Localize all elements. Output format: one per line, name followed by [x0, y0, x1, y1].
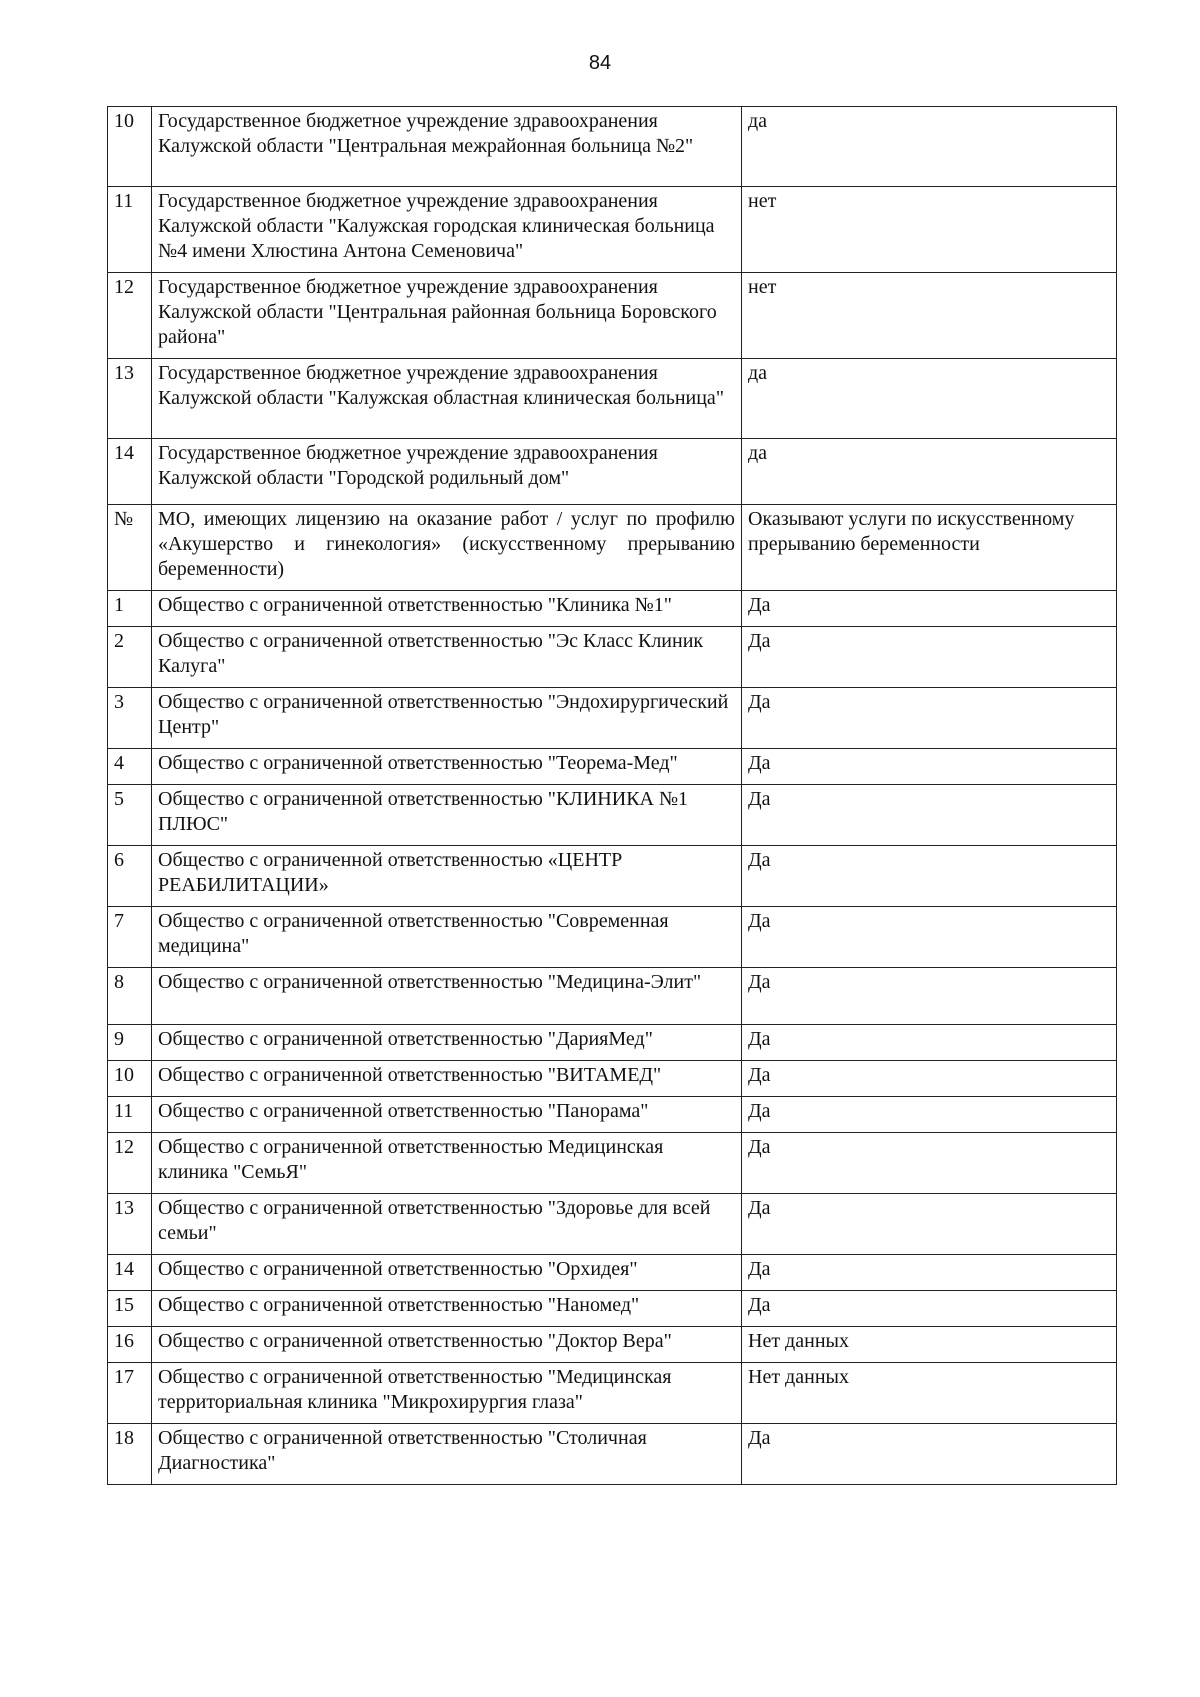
row-number: 16 — [108, 1327, 152, 1363]
service-status: Да — [742, 1097, 1117, 1133]
table-row — [108, 1363, 1117, 1424]
row-number: 11 — [108, 187, 152, 273]
service-status: нет — [742, 273, 1117, 359]
table-row — [108, 627, 1117, 688]
row-number: 10 — [108, 1061, 152, 1097]
table-body — [108, 107, 1117, 1485]
service-status: Да — [742, 627, 1117, 688]
organization-name: Государственное бюджетное учреждение здравоохранения Калужской области "Калужская городская клиническая больница №4 имени Хлюстина Антона Семеновича" — [152, 187, 742, 273]
organization-name: Государственное бюджетное учреждение здравоохранения Калужской области "Калужская областная клиническая больница" — [152, 359, 742, 439]
header-organization-name: МО, имеющих лицензию на оказание работ / услуг по профилю «Акушерство и гинекология» (искусственному прерыванию беременности) — [152, 505, 742, 591]
organization-name: Общество с ограниченной ответственностью "Эндохирургический Центр" — [152, 688, 742, 749]
row-number: 15 — [108, 1291, 152, 1327]
row-number: 4 — [108, 749, 152, 785]
medical-organizations-table — [107, 106, 1117, 1485]
organization-name: Общество с ограниченной ответственностью "ВИТАМЕД" — [152, 1061, 742, 1097]
organization-name: Общество с ограниченной ответственностью "Клиника №1" — [152, 591, 742, 627]
organization-name: Общество с ограниченной ответственностью "Орхидея" — [152, 1255, 742, 1291]
table-row — [108, 439, 1117, 505]
service-status: Да — [742, 785, 1117, 846]
organization-name: Общество с ограниченной ответственностью "Медицинская территориальная клиника "Микрохирургия глаза" — [152, 1363, 742, 1424]
service-status: Да — [742, 1133, 1117, 1194]
table-row — [108, 1424, 1117, 1485]
service-status: Да — [742, 968, 1117, 1025]
table-row — [108, 1255, 1117, 1291]
row-number: 17 — [108, 1363, 152, 1424]
row-number: 12 — [108, 273, 152, 359]
service-status: Да — [742, 688, 1117, 749]
table-row — [108, 1327, 1117, 1363]
service-status: Да — [742, 1061, 1117, 1097]
organization-name: Государственное бюджетное учреждение здравоохранения Калужской области "Городской родильный дом" — [152, 439, 742, 505]
organization-name: Общество с ограниченной ответственностью "Теорема-Мед" — [152, 749, 742, 785]
row-number: 13 — [108, 1194, 152, 1255]
table-row — [108, 1194, 1117, 1255]
row-number: 2 — [108, 627, 152, 688]
row-number: 9 — [108, 1025, 152, 1061]
table-row — [108, 1025, 1117, 1061]
table-row — [108, 1097, 1117, 1133]
organization-name: Общество с ограниченной ответственностью "Доктор Вера" — [152, 1327, 742, 1363]
table-row — [108, 846, 1117, 907]
service-status: Да — [742, 1424, 1117, 1485]
service-status: Нет данных — [742, 1363, 1117, 1424]
organization-name: Общество с ограниченной ответственностью "Эс Класс Клиник Калуга" — [152, 627, 742, 688]
service-status: Да — [742, 1194, 1117, 1255]
page-number: 84 — [588, 52, 612, 74]
row-number: 10 — [108, 107, 152, 187]
organization-name: Общество с ограниченной ответственностью «ЦЕНТР РЕАБИЛИТАЦИИ» — [152, 846, 742, 907]
table-row — [108, 907, 1117, 968]
table-row — [108, 1061, 1117, 1097]
table-row — [108, 749, 1117, 785]
organization-name: Общество с ограниченной ответственностью Медицинская клиника "СемьЯ" — [152, 1133, 742, 1194]
row-number: 11 — [108, 1097, 152, 1133]
table-row — [108, 107, 1117, 187]
row-number: 8 — [108, 968, 152, 1025]
service-status: да — [742, 107, 1117, 187]
service-status: Нет данных — [742, 1327, 1117, 1363]
row-number: 14 — [108, 439, 152, 505]
organization-name: Государственное бюджетное учреждение здравоохранения Калужской области "Центральная районная больница Боровского района" — [152, 273, 742, 359]
organization-name: Общество с ограниченной ответственностью "Наномед" — [152, 1291, 742, 1327]
organization-name: Общество с ограниченной ответственностью "Медицина-Элит" — [152, 968, 742, 1025]
row-number: 18 — [108, 1424, 152, 1485]
organization-name: Общество с ограниченной ответственностью "ДарияМед" — [152, 1025, 742, 1061]
service-status: Да — [742, 1255, 1117, 1291]
table-row — [108, 591, 1117, 627]
row-number: 6 — [108, 846, 152, 907]
organization-name: Общество с ограниченной ответственностью "Панорама" — [152, 1097, 742, 1133]
header-row-number: № — [108, 505, 152, 591]
service-status: Да — [742, 749, 1117, 785]
service-status: да — [742, 359, 1117, 439]
section-header-row — [108, 505, 1117, 591]
document-table-wrapper — [107, 106, 1116, 1485]
table-row — [108, 273, 1117, 359]
row-number: 1 — [108, 591, 152, 627]
row-number: 14 — [108, 1255, 152, 1291]
organization-name: Общество с ограниченной ответственностью "КЛИНИКА №1 ПЛЮС" — [152, 785, 742, 846]
table-row — [108, 968, 1117, 1025]
service-status: Да — [742, 1025, 1117, 1061]
organization-name: Общество с ограниченной ответственностью "Современная медицина" — [152, 907, 742, 968]
row-number: 7 — [108, 907, 152, 968]
service-status: Да — [742, 846, 1117, 907]
service-status: Да — [742, 1291, 1117, 1327]
table-row — [108, 688, 1117, 749]
table-row — [108, 359, 1117, 439]
header-service-status: Оказывают услуги по искусственному прерыванию беременности — [742, 505, 1117, 591]
service-status: да — [742, 439, 1117, 505]
organization-name: Государственное бюджетное учреждение здравоохранения Калужской области "Центральная межрайонная больница №2" — [152, 107, 742, 187]
organization-name: Общество с ограниченной ответственностью "Столичная Диагностика" — [152, 1424, 742, 1485]
organization-name: Общество с ограниченной ответственностью "Здоровье для всей семьи" — [152, 1194, 742, 1255]
row-number: 5 — [108, 785, 152, 846]
service-status: Да — [742, 591, 1117, 627]
table-row — [108, 785, 1117, 846]
row-number: 3 — [108, 688, 152, 749]
service-status: нет — [742, 187, 1117, 273]
row-number: 12 — [108, 1133, 152, 1194]
service-status: Да — [742, 907, 1117, 968]
table-row — [108, 1133, 1117, 1194]
table-row — [108, 187, 1117, 273]
row-number: 13 — [108, 359, 152, 439]
table-row — [108, 1291, 1117, 1327]
